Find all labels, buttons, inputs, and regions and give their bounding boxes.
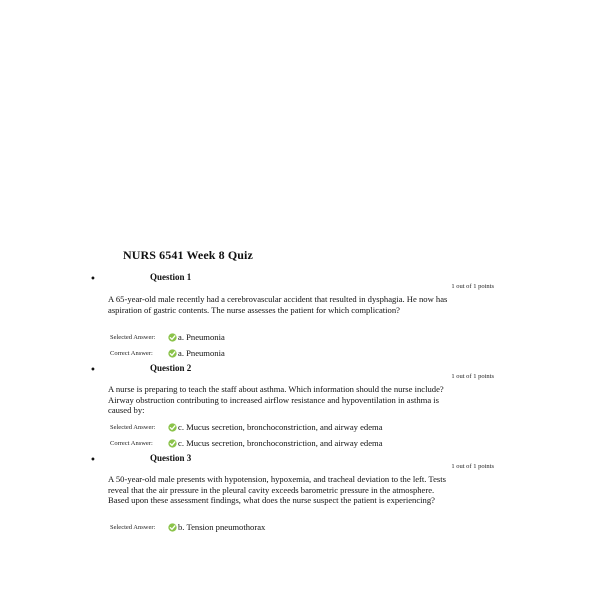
- correct-answer-value: a. Pneumonia: [178, 348, 225, 358]
- selected-answer-row: [110, 331, 225, 343]
- list-bullet: •: [90, 274, 96, 285]
- selected-answer-row: [110, 421, 383, 433]
- correct-answer-label: Correct Answer:: [110, 349, 153, 357]
- correct-answer-row: [110, 437, 383, 449]
- check-correct-icon: [168, 423, 177, 432]
- question-text: A 50-year-old male presents with hypotension, hypoxemia, and tracheal deviation to the left. Tests reveal that the air pressure in the pleural cavity exceeds barometric pressure in the atmosphere. Based upon these assessment findings, what does the nurse suspect the patient is experiencing?: [108, 474, 446, 506]
- points-label: 1 out of 1 points: [451, 373, 494, 380]
- selected-answer-label: Selected Answer:: [110, 423, 156, 431]
- question-heading: Question 1: [150, 272, 192, 282]
- list-bullet: •: [90, 365, 96, 376]
- selected-answer-value: b. Tension pneumothorax: [178, 522, 266, 532]
- selected-answer-row: [110, 521, 265, 533]
- check-correct-icon: [168, 523, 177, 532]
- selected-answer-value: c. Mucus secretion, bronchoconstriction, and airway edema: [178, 422, 383, 432]
- question-text: A 65-year-old male recently had a cerebrovascular accident that resulted in dysphagia. He now has aspiration of gastric contents. The nurse assesses the patient for which complication?: [108, 294, 448, 315]
- selected-answer-label: Selected Answer:: [110, 523, 156, 531]
- check-correct-icon: [168, 439, 177, 448]
- question-heading: Question 3: [150, 453, 192, 463]
- page-title: NURS 6541 Week 8 Quiz: [123, 248, 253, 262]
- check-correct-icon: [168, 349, 177, 358]
- check-correct-icon: [168, 333, 177, 342]
- question-text: A nurse is preparing to teach the staff about asthma. Which information should the nurse include? Airway obstruction contributing to increased airflow resistance and hypoventilation in asthma is caused by:: [108, 384, 444, 416]
- points-label: 1 out of 1 points: [451, 283, 494, 290]
- selected-answer-value: a. Pneumonia: [178, 332, 225, 342]
- points-label: 1 out of 1 points: [451, 463, 494, 470]
- correct-answer-row: [110, 347, 225, 359]
- correct-answer-label: Correct Answer:: [110, 439, 153, 447]
- list-bullet: •: [90, 455, 96, 466]
- question-heading: Question 2: [150, 363, 192, 373]
- correct-answer-value: c. Mucus secretion, bronchoconstriction, and airway edema: [178, 438, 383, 448]
- selected-answer-label: Selected Answer:: [110, 333, 156, 341]
